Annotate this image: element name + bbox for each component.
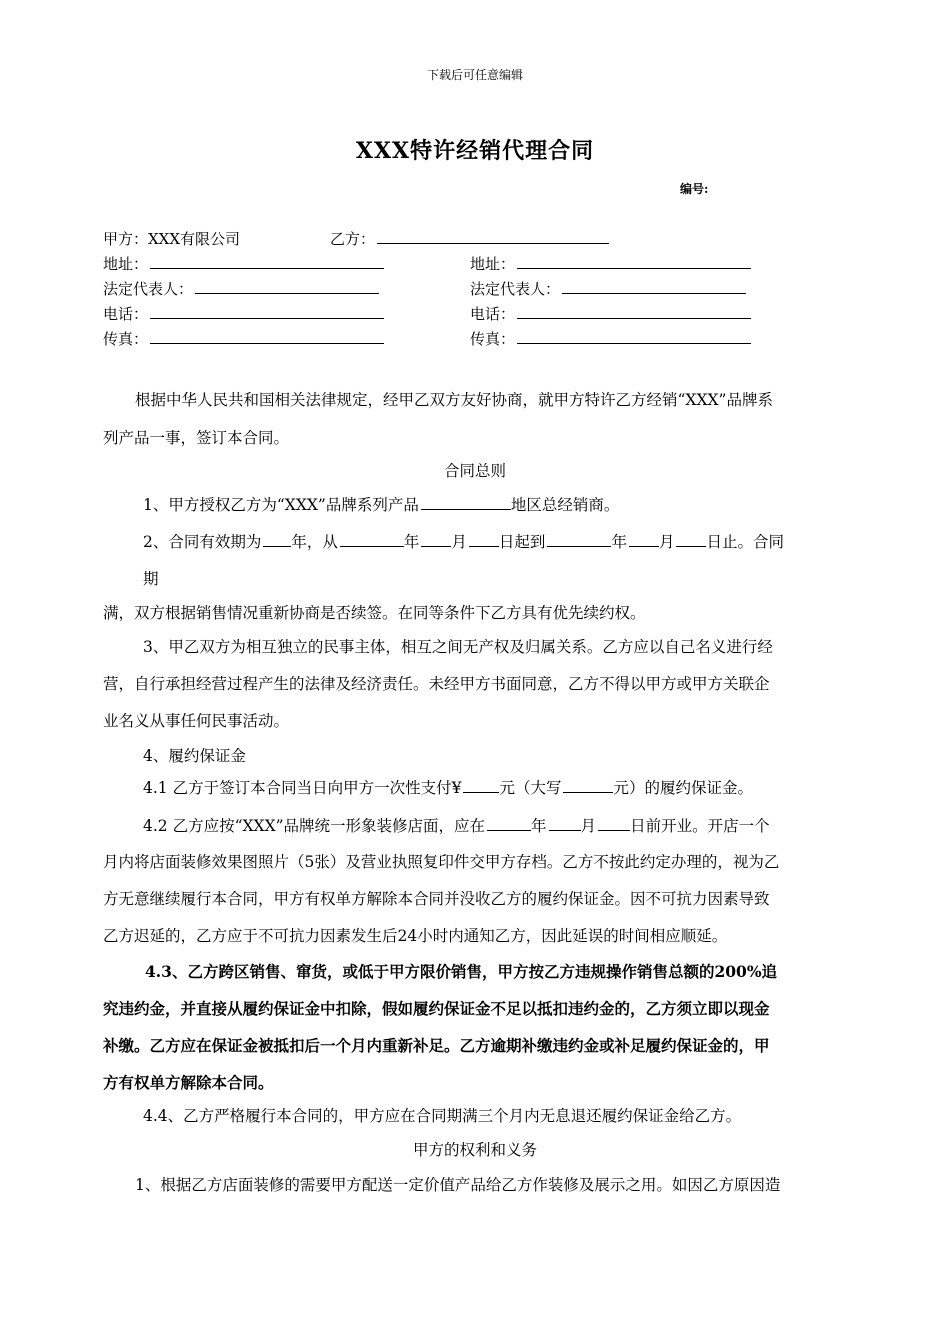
deposit-amount-blank — [463, 780, 499, 793]
clause-4-2-line-2: 月内将店面装修效果图照片（5张）及营业执照复印件交甲方存档。乙方不按此约定办理的，视为乙 — [103, 853, 780, 871]
party-b-phone-label: 电话： — [470, 305, 516, 323]
region-blank — [421, 497, 511, 510]
clause-2-text-h: 日止。合同 — [706, 533, 784, 551]
end-day-blank — [676, 534, 706, 547]
party-a-phone-label: 电话： — [103, 305, 149, 323]
party-b-fax-label: 传真： — [470, 330, 516, 348]
clause-4-2-line-1 — [143, 814, 770, 836]
party-b-blank — [377, 231, 609, 244]
clause-2-text-d: 月 — [451, 533, 467, 551]
clause-3-line-3: 业名义从事任何民事活动。 — [103, 712, 290, 730]
party-b-rep-label: 法定代表人： — [470, 280, 561, 298]
open-day-blank — [598, 818, 630, 831]
clause-2-line-3: 满，双方根据销售情况重新协商是否续签。在同等条件下乙方具有优先续约权。 — [103, 604, 646, 622]
party-a-phone — [103, 303, 384, 324]
party-a-address-blank — [150, 256, 384, 269]
clause-4-1-text-a: 4.1 乙方于签订本合同当日向甲方一次性支付¥ — [143, 779, 462, 797]
end-month-blank — [629, 534, 659, 547]
clause-3-line-1: 3、甲乙双方为相互独立的民事主体，相互之间无产权及归属关系。乙方应以自己名义进行经 — [143, 638, 773, 656]
party-b-rep — [470, 278, 746, 299]
clause-2-text-c: 年 — [403, 533, 420, 551]
contract-number-label: 编号: — [680, 182, 709, 196]
party-b-phone-blank — [517, 306, 751, 319]
clause-2-text-a: 2、合同有效期为 — [143, 533, 262, 551]
page-header: 下载后可任意编辑 — [426, 68, 523, 82]
clause-1-text-b: 地区总经销商。 — [510, 496, 620, 514]
party-a-rep-label: 法定代表人： — [103, 280, 194, 298]
end-year-blank — [547, 534, 611, 547]
clause-2 — [143, 530, 784, 552]
party-b-fax-blank — [517, 331, 751, 344]
clause-2-text-g: 月 — [658, 533, 675, 551]
clause-4-3-line-4: 方有权单方解除本合同。 — [103, 1073, 274, 1092]
party-a-clause-1: 1、根据乙方店面装修的需要甲方配送一定价值产品给乙方作装修及展示之用。如因乙方原因造 — [135, 1176, 781, 1194]
open-year-blank — [487, 818, 531, 831]
clause-4-3-line-1: 4.3、乙方跨区销售、窜货，或低于甲方限价销售，甲方按乙方违规操作销售总额的200%追 — [145, 962, 778, 981]
party-b-address — [470, 253, 751, 274]
party-b-rep-blank — [562, 281, 746, 294]
clause-4-2-line-4: 乙方迟延的，乙方应于不可抗力因素发生后24小时内通知乙方，因此延误的时间相应顺延。 — [103, 927, 728, 945]
party-b-address-blank — [517, 256, 751, 269]
clause-2-line-2: 期 — [143, 570, 159, 588]
clause-4-3-line-2: 究违约金，并直接从履约保证金中扣除，假如履约保证金不足以抵扣违约金的，乙方须立即以现金 — [103, 999, 770, 1018]
clause-4-2-text-d: 日前开业。开店一个 — [630, 817, 770, 835]
clause-4-2-text-a: 4.2 乙方应按“XXX”品牌统一形象装修店面，应在 — [143, 817, 486, 835]
party-a-fax-blank — [150, 331, 384, 344]
party-a-rep-blank — [195, 281, 379, 294]
clause-4-1 — [143, 776, 753, 798]
clause-4-2-text-c: 月 — [580, 817, 597, 835]
party-b-name — [330, 228, 609, 249]
party-a-rep — [103, 278, 379, 299]
start-day-blank — [469, 534, 499, 547]
intro-line-1: 根据中华人民共和国相关法律规定，经甲乙双方友好协商，就甲方特许乙方经销“XXX”品牌系 — [135, 391, 773, 409]
intro-line-2: 列产品一事，签订本合同。 — [103, 429, 290, 447]
open-month-blank — [549, 818, 581, 831]
clause-4-2-text-b: 年 — [531, 817, 547, 835]
clause-4-heading: 4、履约保证金 — [143, 747, 246, 765]
deposit-words-blank — [563, 780, 613, 793]
party-b-label: 乙方： — [330, 230, 376, 248]
clause-4-1-text-c: 元）的履约保证金。 — [613, 779, 753, 797]
party-b-fax — [470, 328, 751, 349]
clause-2-text-b: 年，从 — [291, 533, 338, 551]
clause-2-text-e: 日起到 — [498, 533, 546, 551]
party-a-phone-blank — [150, 306, 384, 319]
start-month-blank — [421, 534, 451, 547]
term-years-blank — [263, 534, 291, 547]
start-year-blank — [340, 534, 404, 547]
clause-2-text-f: 年 — [611, 533, 627, 551]
party-a-fax — [103, 328, 384, 349]
party-b-address-label: 地址： — [470, 255, 516, 273]
clause-4-4: 4.4、乙方严格履行本合同的，甲方应在合同期满三个月内无息退还履约保证金给乙方。 — [143, 1107, 742, 1125]
party-b-phone — [470, 303, 751, 324]
clause-4-3-line-3: 补缴。乙方应在保证金被抵扣后一个月内重新补足。乙方逾期补缴违约金或补足履约保证金的，甲 — [103, 1036, 770, 1055]
clause-1 — [143, 493, 619, 515]
section-party-a-rights-title: 甲方的权利和义务 — [412, 1141, 537, 1159]
party-a-address-label: 地址： — [103, 255, 149, 273]
document-title: XXX特许经销代理合同 — [355, 138, 595, 164]
clause-1-text-a: 1、甲方授权乙方为“XXX”品牌系列产品 — [143, 496, 419, 514]
party-a-address — [103, 253, 384, 274]
clause-4-2-line-3: 方无意继续履行本合同，甲方有权单方解除本合同并没收乙方的履约保证金。因不可抗力因素导致 — [103, 890, 770, 908]
party-a-fax-label: 传真： — [103, 330, 149, 348]
clause-4-1-text-b: 元（大写 — [499, 779, 562, 797]
clause-3-line-2: 营，自行承担经营过程产生的法律及经济责任。未经甲方书面同意，乙方不得以甲方或甲方关联企 — [103, 675, 770, 693]
party-a-name: 甲方：XXX有限公司 — [103, 230, 241, 248]
section-general-title: 合同总则 — [443, 462, 506, 480]
